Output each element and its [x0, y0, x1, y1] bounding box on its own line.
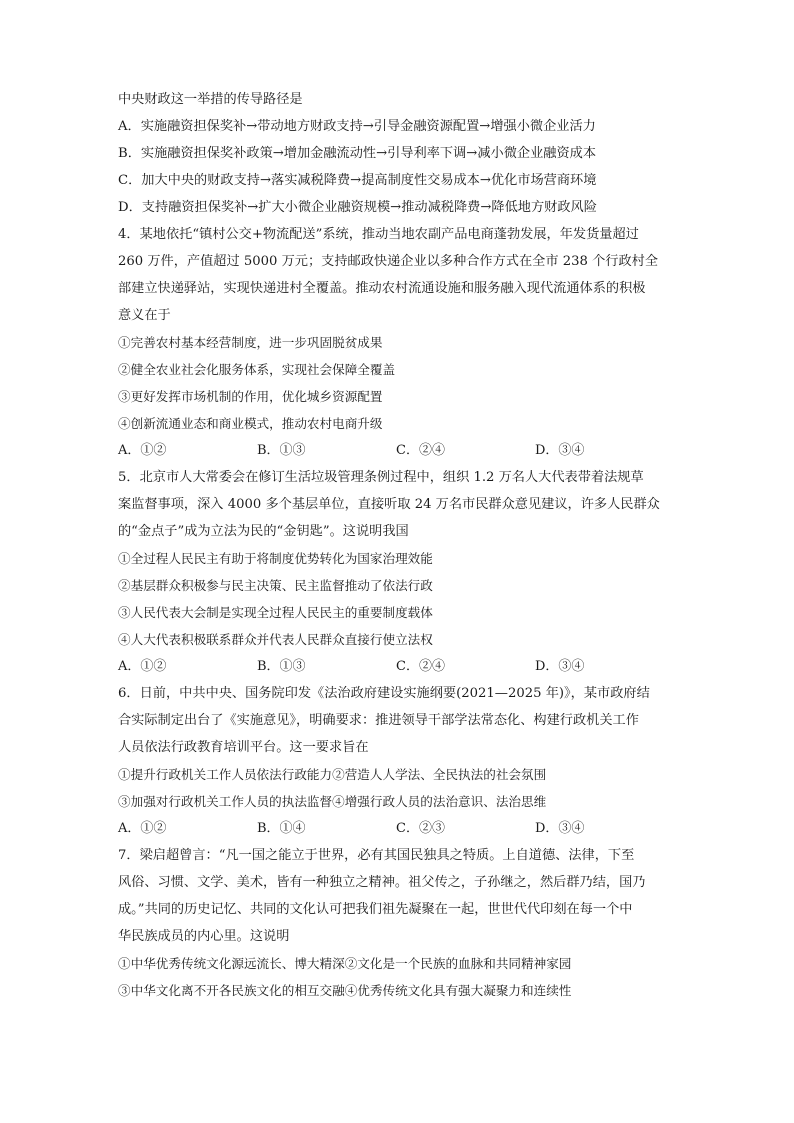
- q7-stem-line-1: 7．梁启超曾言：“凡一国之能立于世界，必有其国民独具之特质。上自道德、法律，下至: [118, 848, 635, 863]
- q4-answer-c: C．②④: [396, 443, 445, 458]
- q4-answer-d: D．③④: [535, 443, 585, 458]
- q3-option-c: C．加大中央的财政支持→落实减税降费→提高制度性交易成本→优化市场营商环境: [118, 173, 597, 188]
- q5-answer-choices: [118, 658, 688, 676]
- q4-item-3: ③更好发挥市场机制的作用，优化城乡资源配置: [118, 389, 383, 404]
- q3-stem: 中央财政这一举措的传导路径是: [118, 92, 303, 107]
- q4-item-1: ①完善农村基本经营制度，进一步巩固脱贫成果: [118, 335, 383, 350]
- q7-item-1-2: ①中华优秀传统文化源远流长、博大精深②文化是一个民族的血脉和共同精神家园: [118, 956, 572, 971]
- q7-stem-line-2: 风俗、习惯、文学、美术，皆有一种独立之精神。祖父传之，子孙继之，然后群乃结，国乃: [118, 875, 646, 890]
- q4-stem-line-4: 意义在于: [118, 308, 171, 323]
- q5-stem-line-1: 5．北京市人大常委会在修订生活垃圾管理条例过程中，组织 1.2 万名人大代表带着法规草: [118, 470, 644, 485]
- q5-stem-line-3: 的“金点子”成为立法为民的“金钥匙”。这说明我国: [118, 524, 409, 539]
- q5-item-3: ③人民代表大会制是实现全过程人民民主的重要制度载体: [118, 605, 433, 620]
- q4-stem-line-1: 4．某地依托“镇村公交+物流配送”系统，推动当地农副产品电商蓬勃发展，年发货量超过: [118, 227, 639, 242]
- q6-item-3-4: ③加强对行政机关工作人员的执法监督④增强行政人员的法治意识、法治思维: [118, 794, 547, 809]
- q4-answer-choices: [118, 442, 688, 460]
- q6-stem-line-3: 人员依法行政教育培训平台。这一要求旨在: [118, 740, 369, 755]
- q3-option-d: D．支持融资担保奖补→扩大小微企业融资规模→推动减税降费→降低地方财政风险: [118, 200, 597, 215]
- q4-stem-line-3: 部建立快递驿站，实现快递进村全覆盖。推动农村流通设施和服务融入现代流通体系的积极: [118, 281, 646, 296]
- q4-answer-a: A．①②: [118, 443, 167, 458]
- q6-stem-line-1: 6．日前，中共中央、国务院印发《法治政府建设实施纲要(2021—2025 年)》，某市政府结: [118, 686, 650, 701]
- q6-answer-d: D．③④: [535, 821, 585, 836]
- q5-answer-a: A．①②: [118, 659, 167, 674]
- q5-item-4: ④人大代表积极联系群众并代表人民群众直接行使立法权: [118, 632, 433, 647]
- q5-item-2: ②基层群众积极参与民主决策、民主监督推动了依法行政: [118, 578, 433, 593]
- q6-answer-b: B．①④: [257, 821, 306, 836]
- q5-stem-line-2: 案监督事项，深入 4000 多个基层单位，直接听取 24 万名市民群众意见建议，许多人民群众: [118, 497, 660, 512]
- q5-answer-b: B．①③: [257, 659, 306, 674]
- q4-item-4: ④创新流通业态和商业模式，推动农村电商升级: [118, 416, 383, 431]
- q6-stem-line-2: 合实际制定出台了《实施意见》，明确要求：推进领导干部学法常态化、构建行政机关工作: [118, 713, 639, 728]
- q6-answer-c: C．②③: [396, 821, 445, 836]
- q5-answer-c: C．②④: [396, 659, 445, 674]
- q7-stem-line-3: 成。”共同的历史记忆、共同的文化认可把我们祖先凝聚在一起，世世代代印刻在每一个中: [118, 902, 633, 917]
- q6-answer-a: A．①②: [118, 821, 167, 836]
- exam-page: [118, 91, 688, 1000]
- q3-option-a: A．实施融资担保奖补→带动地方财政支持→引导金融资源配置→增强小微企业活力: [118, 119, 596, 134]
- q3-option-b: B．实施融资担保奖补政策→增加金融流动性→引导利率下调→减小微企业融资成本: [118, 146, 597, 161]
- q7-stem-line-4: 华民族成员的内心里。这说明: [118, 929, 290, 944]
- q4-answer-b: B．①③: [257, 443, 306, 458]
- q6-item-1-2: ①提升行政机关工作人员依法行政能力②营造人人学法、全民执法的社会氛围: [118, 767, 547, 782]
- q5-answer-d: D．③④: [535, 659, 585, 674]
- q7-item-3-4: ③中华文化离不开各民族文化的相互交融④优秀传统文化具有强大凝聚力和连续性: [118, 983, 572, 998]
- q6-answer-choices: [118, 820, 688, 838]
- q4-item-2: ②健全农业社会化服务体系，实现社会保障全覆盖: [118, 362, 396, 377]
- q5-item-1: ①全过程人民民主有助于将制度优势转化为国家治理效能: [118, 551, 433, 566]
- q4-stem-line-2: 260 万件，产值超过 5000 万元；支持邮政快递企业以多种合作方式在全市 238 个行政村全: [118, 254, 659, 269]
